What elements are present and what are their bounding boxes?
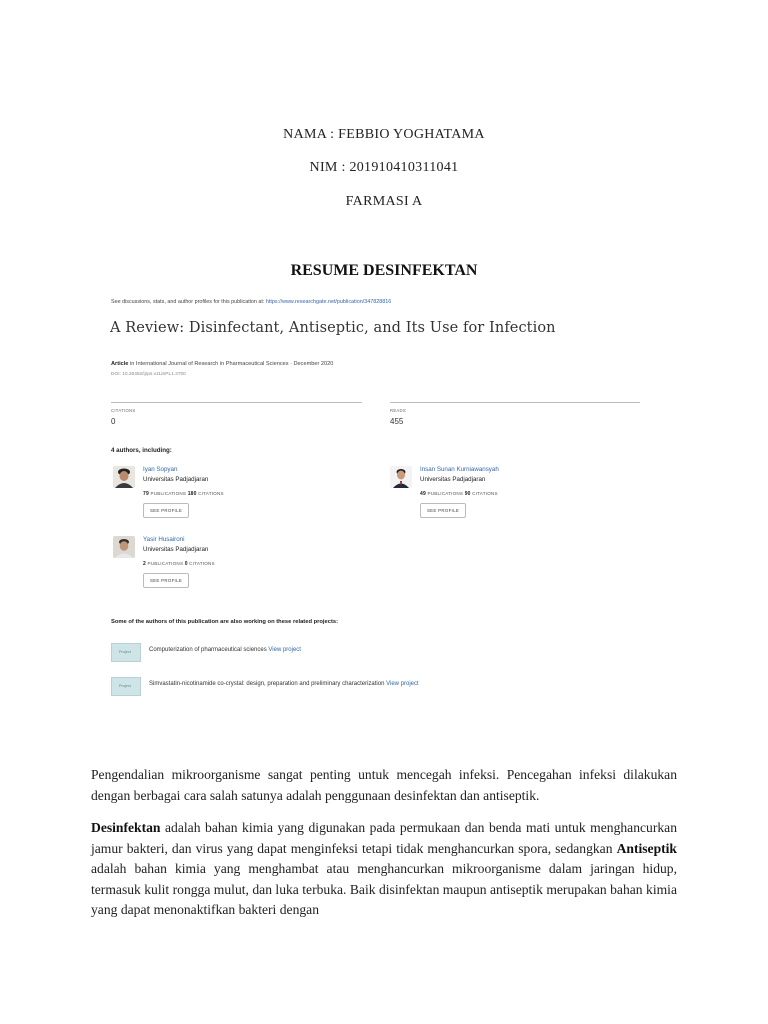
pubs-label: PUBLICATIONS	[148, 491, 188, 496]
related-projects-label: Some of the authors of this publication are also working on these related projects:	[111, 619, 339, 625]
author-counts	[143, 561, 215, 567]
project-title: Computerization of pharmaceutical sciences	[149, 647, 269, 653]
paragraph-intro: Pengendalian mikroorganisme sangat penting untuk mencegah infeksi. Pencegahan infeksi dilakukan dengan berbagai cara salah satunya adalah penggunaan desinfektan dan antiseptik.	[91, 767, 677, 803]
related-project-item	[111, 643, 651, 663]
author-avatar[interactable]	[113, 536, 135, 558]
cites-label: CITATIONS	[470, 491, 498, 496]
author-name-link[interactable]: Iyan Sopyan	[143, 466, 178, 473]
paper-type: Article	[111, 361, 129, 367]
publication-snapshot	[108, 292, 668, 712]
pubs-label: PUBLICATIONS	[145, 561, 185, 566]
author-avatar[interactable]	[113, 466, 135, 488]
student-nim: NIM : 201910410311041	[309, 160, 459, 175]
paper-doi: DOI: 10.26452/ijrps.v11iSPL1.3700	[111, 372, 186, 377]
view-project-link[interactable]: View project	[386, 681, 419, 687]
definitions-part-2: adalah bahan kimia yang menghambat atau menghancurkan mikroorganisme dalam jaringan hidup, termasuk kulit rongga mulut, dan luka terbuka. Baik disinfektan maupun antiseptik merupakan bahan kimia yang dapat menonaktifkan bakteri dengan	[91, 861, 677, 917]
project-icon-label: Project	[119, 650, 131, 654]
reads-divider	[390, 402, 640, 403]
cites-label: CITATIONS	[187, 561, 215, 566]
cites-count: 90	[464, 491, 471, 497]
citations-value: 0	[111, 417, 116, 426]
cites-label: CITATIONS	[196, 491, 224, 496]
author-counts	[420, 491, 498, 497]
author-counts	[143, 491, 224, 497]
author-affiliation: Universitas Padjadjaran	[143, 476, 209, 483]
author-affiliation: Universitas Padjadjaran	[420, 476, 486, 483]
see-discussions-line	[111, 299, 391, 305]
project-title: Simvastatin-nicotinamide co-crystal: design, preparation and preliminary characterization	[149, 681, 387, 687]
cites-count: 180	[187, 491, 197, 497]
author-card	[113, 466, 353, 526]
reads-value: 455	[390, 417, 404, 426]
citations-label: CITATIONS	[111, 408, 136, 413]
student-class: FARMASI A	[345, 194, 423, 209]
reads-label: READS	[390, 408, 406, 413]
see-profile-button[interactable]: SEE PROFILE	[143, 573, 189, 588]
definitions-part-1: adalah bahan kimia yang digunakan pada permukaan dan benda mati untuk menghancurkan jamur bakteri, dan virus yang dapat menginfeksi tetapi tidak menghancurkan spora, sedangkan	[91, 820, 677, 856]
project-text	[149, 647, 301, 653]
paper-title: A Review: Disinfectant, Antiseptic, and Its Use for Infection	[110, 320, 556, 336]
project-icon	[111, 677, 141, 696]
author-avatar[interactable]	[390, 466, 412, 488]
author-name-link[interactable]: Yasir Husaironi	[143, 536, 185, 543]
author-card	[113, 536, 353, 596]
project-text	[149, 681, 419, 687]
project-icon	[111, 643, 141, 662]
term-desinfektan: Desinfektan	[91, 820, 161, 835]
see-profile-button[interactable]: SEE PROFILE	[420, 503, 466, 518]
pubs-count: 79	[143, 491, 149, 497]
see-prefix: See discussions, stats, and author profiles for this publication at:	[111, 299, 266, 305]
paper-meta	[111, 361, 333, 367]
view-project-link[interactable]: View project	[268, 647, 301, 653]
project-icon-label: Project	[119, 684, 131, 688]
authors-label: 4 authors, including:	[111, 447, 172, 454]
author-name-link[interactable]: Insan Sunan Kurniawansyah	[420, 466, 499, 473]
publication-url-link[interactable]: https://www.researchgate.net/publication/347828816	[265, 299, 392, 305]
pubs-count: 2	[143, 561, 146, 567]
term-antiseptik: Antiseptik	[616, 840, 677, 856]
paragraph-definitions	[91, 818, 677, 921]
citations-divider	[111, 402, 362, 403]
pubs-label: PUBLICATIONS	[425, 491, 465, 496]
document-title: RESUME DESINFEKTAN	[290, 262, 478, 279]
author-card	[390, 466, 630, 526]
related-project-item	[111, 677, 651, 697]
student-name: NAMA : FEBBIO YOGHATAMA	[283, 127, 485, 142]
author-affiliation: Universitas Padjadjaran	[143, 546, 209, 553]
paper-journal: in International Journal of Research in Pharmaceutical Sciences · December 2020	[128, 361, 334, 367]
cites-count: 0	[184, 561, 188, 567]
pubs-count: 49	[420, 491, 426, 497]
see-profile-button[interactable]: SEE PROFILE	[143, 503, 189, 518]
